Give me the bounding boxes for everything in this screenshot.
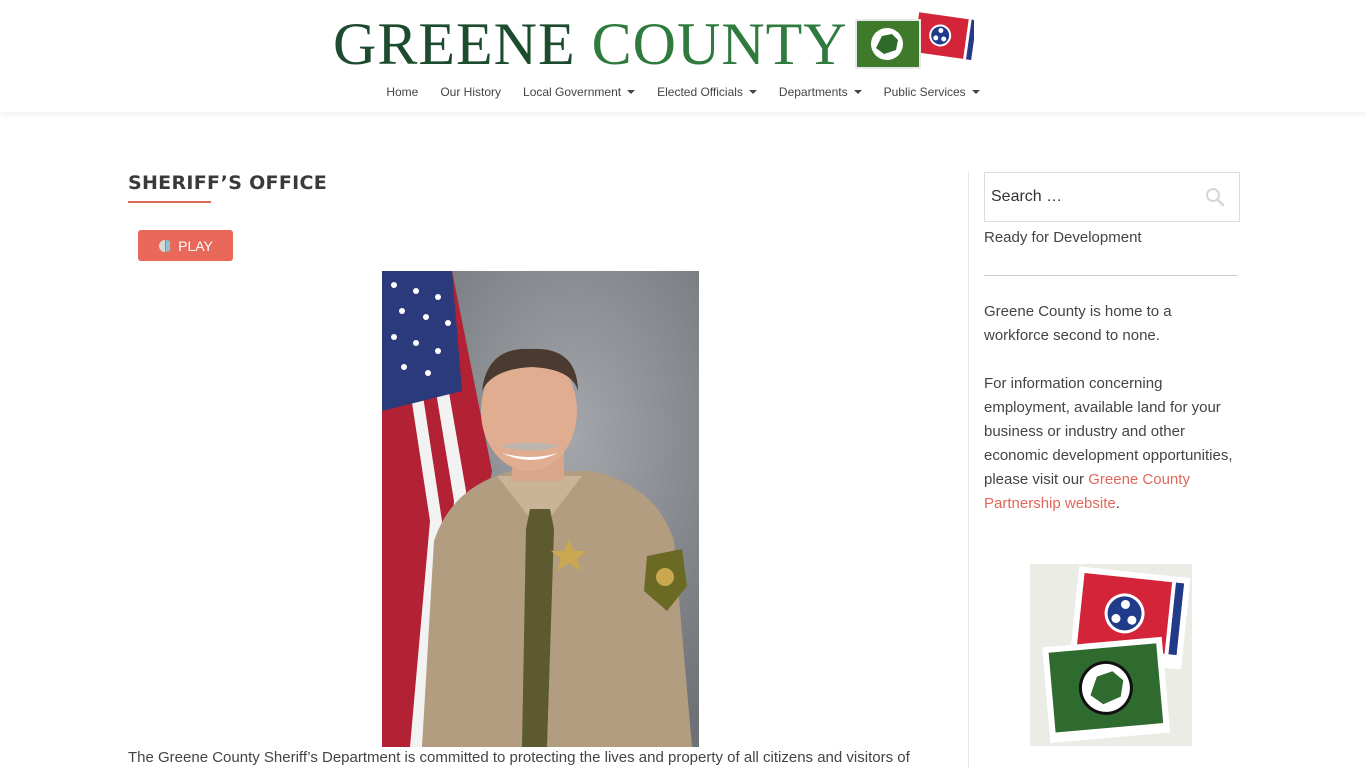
logo-word-county: COUNTY <box>591 11 848 77</box>
title-underline <box>128 201 211 203</box>
nav-our-history[interactable]: Our History <box>440 85 502 99</box>
chevron-down-icon <box>972 90 980 94</box>
logo-flags-icon <box>854 12 974 74</box>
sidebar-divider <box>968 172 969 768</box>
volume-icon <box>158 239 170 253</box>
nav-home[interactable]: Home <box>386 85 419 99</box>
search-input[interactable] <box>991 188 1191 206</box>
main-nav <box>0 85 1366 99</box>
sidebar-paragraph-workforce: Greene County is home to a workforce second to none. <box>984 303 1172 344</box>
nav-departments[interactable]: Departments <box>768 85 873 99</box>
site-logo[interactable] <box>333 11 974 77</box>
site-header <box>0 0 1366 112</box>
nav-local-government[interactable]: Local Government <box>512 85 646 99</box>
sheriff-portrait-image <box>382 271 699 747</box>
greene-county-partnership-link[interactable]: Greene County Partnership website <box>984 471 1190 512</box>
chevron-down-icon <box>627 90 635 94</box>
chevron-down-icon <box>854 90 862 94</box>
logo-word-greene: GREENE <box>333 11 576 77</box>
sidebar-separator <box>984 275 1238 276</box>
page-title: SHERIFF’S OFFICE <box>128 172 327 194</box>
ready-for-development-heading: Ready for Development <box>984 229 1142 246</box>
sidebar-paragraph-info: For information concerning employment, available land for your business or industry and other economic development opportunities, please visit our Greene County Partnership website. <box>984 375 1233 512</box>
chevron-down-icon <box>749 90 757 94</box>
play-audio-button[interactable] <box>138 230 233 261</box>
county-flags-image[interactable] <box>1030 564 1192 746</box>
intro-paragraph: The Greene County Sheriff’s Department is committed to protecting the lives and property of all citizens and visitors of <box>128 749 910 766</box>
search-icon[interactable] <box>1205 187 1225 207</box>
sidebar-search <box>984 172 1240 222</box>
nav-elected-officials[interactable]: Elected Officials <box>646 85 768 99</box>
nav-public-services[interactable]: Public Services <box>873 85 991 99</box>
play-label: PLAY <box>178 237 213 254</box>
